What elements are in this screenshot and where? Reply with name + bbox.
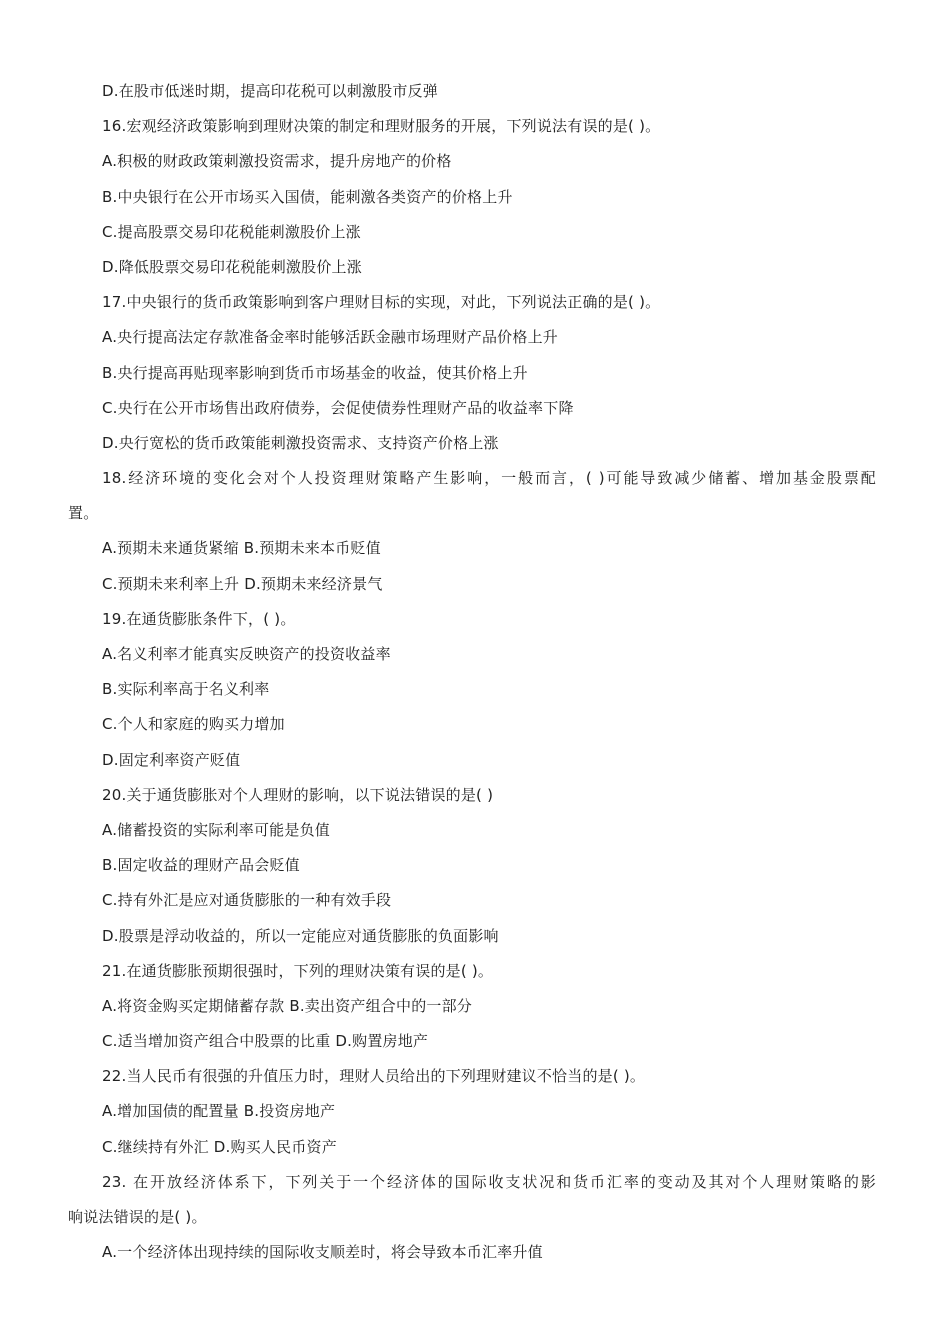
option-line: C.适当增加资产组合中股票的比重 D.购置房地产 bbox=[102, 1032, 429, 1051]
question-19: 19.在通货膨胀条件下，( )。 bbox=[102, 609, 296, 628]
option-line: C.央行在公开市场售出政府债券，会促使债券性理财产品的收益率下降 bbox=[102, 398, 574, 417]
question-21: 21.在通货膨胀预期很强时，下列的理财决策有误的是( )。 bbox=[102, 961, 494, 980]
option-line: D.降低股票交易印花税能刺激股价上涨 bbox=[102, 257, 362, 276]
option-line: C.预期未来利率上升 D.预期未来经济景气 bbox=[102, 574, 383, 593]
question-20: 20.关于通货膨胀对个人理财的影响，以下说法错误的是( ) bbox=[102, 785, 494, 804]
document-page bbox=[68, 74, 876, 1270]
option-line: A.名义利率才能真实反映资产的投资收益率 bbox=[102, 645, 391, 663]
option-line: C.个人和家庭的购买力增加 bbox=[102, 715, 285, 734]
option-line: B.中央银行在公开市场买入国债，能刺激各类资产的价格上升 bbox=[102, 187, 513, 206]
option-line: D.央行宽松的货币政策能刺激投资需求、支持资产价格上涨 bbox=[102, 433, 499, 452]
question-18-continuation: 置。 bbox=[68, 504, 99, 523]
option-line: A.将资金购买定期储蓄存款 B.卖出资产组合中的一部分 bbox=[102, 996, 472, 1015]
question-18: 18.经济环境的变化会对个人投资理财策略产生影响，一般而言，( )可能导致减少储蓄、增加基金股票配 bbox=[102, 469, 876, 488]
option-line: A.预期未来通货紧缩 B.预期未来本币贬值 bbox=[102, 539, 381, 558]
option-line: A.积极的财政政策刺激投资需求，提升房地产的价格 bbox=[102, 152, 452, 171]
option-line: A.一个经济体出现持续的国际收支顺差时，将会导致本币汇率升值 bbox=[102, 1243, 543, 1262]
option-line: B.实际利率高于名义利率 bbox=[102, 680, 270, 699]
text-line: D.在股市低迷时期，提高印花税可以刺激股市反弹 bbox=[102, 82, 438, 100]
option-line: D.固定利率资产贬值 bbox=[102, 750, 241, 769]
question-23: 23. 在开放经济体系下，下列关于一个经济体的国际收支状况和货币汇率的变动及其对个人理财策略的影 bbox=[102, 1172, 876, 1191]
option-line: D.股票是浮动收益的，所以一定能应对通货膨胀的负面影响 bbox=[102, 926, 499, 945]
option-line: B.固定收益的理财产品会贬值 bbox=[102, 856, 300, 875]
question-23-continuation: 响说法错误的是( )。 bbox=[68, 1208, 207, 1226]
option-line: B.央行提高再贴现率影响到货币市场基金的收益，使其价格上升 bbox=[102, 363, 528, 382]
option-line: C.继续持有外汇 D.购买人民币资产 bbox=[102, 1137, 337, 1156]
option-line: A.储蓄投资的实际利率可能是负值 bbox=[102, 820, 330, 839]
option-line: C.提高股票交易印花税能刺激股价上涨 bbox=[102, 222, 361, 241]
option-line: A.央行提高法定存款准备金率时能够活跃金融市场理财产品价格上升 bbox=[102, 328, 558, 347]
option-line: A.增加国债的配置量 B.投资房地产 bbox=[102, 1102, 336, 1121]
question-22: 22.当人民币有很强的升值压力时，理财人员给出的下列理财建议不恰当的是( )。 bbox=[102, 1067, 646, 1086]
question-16: 16.宏观经济政策影响到理财决策的制定和理财服务的开展，下列说法有误的是( )。 bbox=[102, 117, 661, 136]
option-line: C.持有外汇是应对通货膨胀的一种有效手段 bbox=[102, 891, 392, 910]
question-17: 17.中央银行的货币政策影响到客户理财目标的实现，对此，下列说法正确的是( )。 bbox=[102, 293, 661, 312]
